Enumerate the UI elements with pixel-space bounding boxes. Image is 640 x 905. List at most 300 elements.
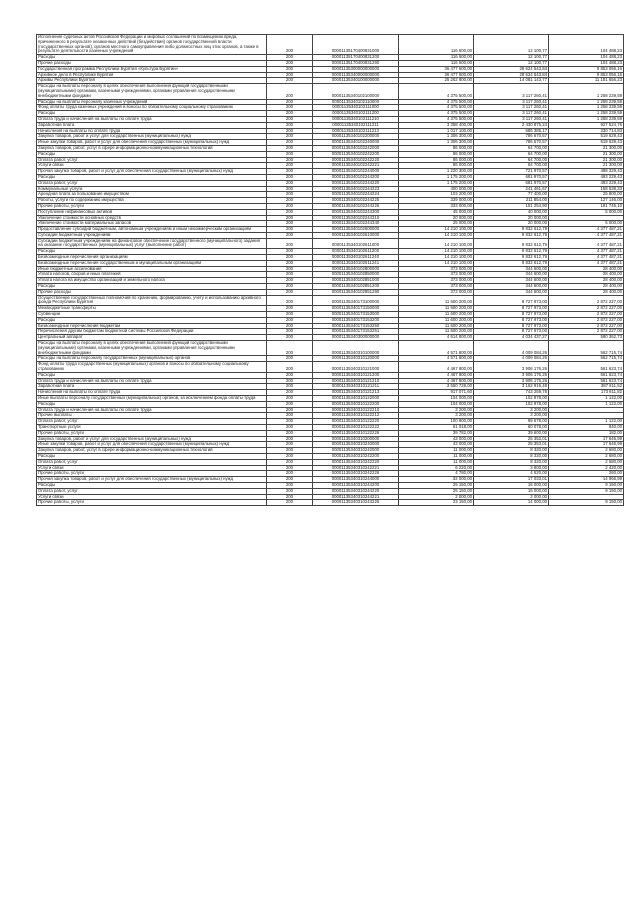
row-executed-cell: 3 906 176,26 [474,378,549,384]
row-name-cell: Центральный аппарат [37,335,267,341]
row-kbk-cell: 00001135340310122210 [313,407,399,413]
row-approved-cell: 11 600 200,00 [399,306,474,312]
row-kbk-cell: 00001135340102242000 [313,145,399,151]
row-approved-cell: 3 550 728,00 [399,384,474,390]
row-kbk-cell: 00001135340102600000 [313,227,399,233]
row-remaining-cell: 14 966,99 [549,477,624,483]
row-approved-cell: 103 200,00 [399,192,474,198]
row-remaining-cell: 1 258 239,59 [549,111,624,117]
row-remaining-cell: 1 258 239,59 [549,84,624,99]
row-remaining-cell: 173 811,82 [549,390,624,396]
row-remaining-cell: 1 258 239,59 [549,105,624,111]
row-kbk-cell: 00001135340310242226 [313,471,399,477]
row-name-cell: Расходы на выплаты персоналу в целях обеспечения выполнения функций государственными (муниципальными) органами, казенными учреждениями, органами управления государственными внебюджетными фондами [37,341,267,356]
row-name-cell: Закупка товаров, работ и услуг для государственных (муниципальных) нужд [37,134,267,140]
row-code-cell: 200 [267,66,313,72]
table-row [37,84,624,99]
row-name-cell: Межбюджетные трансферты [37,306,267,312]
row-approved-cell: 373 000,00 [399,278,474,284]
row-kbk-cell: 00001135340102244310 [313,215,399,221]
row-kbk-cell: 00001135340310100000 [313,341,399,356]
row-kbk-cell: 00001135170400831200 [313,55,399,61]
row-approved-cell: 1 306 300,00 [399,134,474,140]
row-approved-cell: 100 800,00 [399,419,474,425]
row-name-cell: Оплата труда и начисления на выплаты по оплате труда [37,378,267,384]
row-code-cell: 200 [267,105,313,111]
row-remaining-cell: 9 853 056,16 [549,66,624,72]
row-code-cell: 200 [267,419,313,425]
row-code-cell: 200 [267,255,313,261]
row-remaining-cell: 2 872 227,00 [549,295,624,306]
row-name-cell: Расходы [37,111,267,117]
row-kbk-cell: 00001135340300000000 [313,335,399,341]
row-code-cell: 200 [267,35,313,55]
row-kbk-cell: 00001135340173153200 [313,317,399,323]
row-name-cell: Расходы [37,284,267,290]
row-executed-cell: 8 727 973,00 [474,329,549,335]
row-name-cell: Фонд оплаты труда государственных (муниципальных) органов и взносы по обязательному социальному страхованию [37,362,267,373]
row-kbk-cell: 00001135340310122212 [313,413,399,419]
row-name-cell: Безвозмездные перечисления организациям [37,255,267,261]
row-code-cell: 200 [267,174,313,180]
row-executed-cell: 9 832 612,79 [474,227,549,233]
row-code-cell: 200 [267,442,313,448]
row-executed-cell: 344 600,00 [474,266,549,272]
row-name-cell: Услуги связи [37,163,267,169]
row-name-cell: Закупка товаров, работ и услуг для государственных (муниципальных) нужд [37,436,267,442]
row-code-cell: 200 [267,306,313,312]
row-code-cell: 200 [267,203,313,209]
row-kbk-cell: 00001135340310121210 [313,378,399,384]
row-approved-cell: 43 000,00 [399,442,474,448]
row-name-cell: Закупка товаров, работ, услуг в сфере информационно-коммуникационных технологий [37,145,267,151]
row-remaining-cell: 498 329,43 [549,169,624,175]
row-kbk-cell: 00001135340102242200 [313,151,399,157]
row-kbk-cell: 00001135340102111200 [313,111,399,117]
row-name-cell: Оплата работ, услуг [37,157,267,163]
row-remaining-cell: 493 229,43 [549,174,624,180]
row-remaining-cell: 17 646,99 [549,442,624,448]
row-kbk-cell: 00001135340102242221 [313,163,399,169]
row-approved-cell: 25 262 800,00 [399,78,474,84]
row-name-cell: Прочие работы, услуги [37,430,267,436]
row-kbk-cell: 00001135340173153251 [313,329,399,335]
row-name-cell: Расходы [37,151,267,157]
row-name-cell: Уплата налогов, сборов и иных платежей [37,272,267,278]
row-remaining-cell: 2 680,00 [549,459,624,465]
row-executed-cell: 8 727 973,00 [474,306,549,312]
row-kbk-cell: 00001135340102611000 [313,238,399,249]
row-executed-cell: 20 000,00 [474,215,549,221]
table-row [37,362,624,373]
row-kbk-cell: 00001135340310121000 [313,362,399,373]
row-remaining-cell: 2 872 227,00 [549,329,624,335]
row-executed-cell: 102 878,00 [474,396,549,402]
row-kbk-cell: 00001135340102851000 [313,278,399,284]
row-code-cell: 200 [267,341,313,356]
row-code-cell: 200 [267,312,313,318]
row-remaining-cell: 28 400,00 [549,289,624,295]
row-approved-cell: 4 614 800,00 [399,335,474,341]
row-code-cell: 200 [267,249,313,255]
row-approved-cell: 23 150,00 [399,500,474,506]
row-name-cell: Прочая закупка товаров, работ и услуг для обеспечения государственных (муниципальных) нужд [37,477,267,483]
row-code-cell: 200 [267,84,313,99]
row-code-cell: 200 [267,60,313,66]
row-remaining-cell: 562 715,74 [549,356,624,362]
row-name-cell: Закупка товаров, работ, услуг в сфере информационно-коммуникационных технологий [37,448,267,454]
row-approved-cell: 11 600 200,00 [399,317,474,323]
row-remaining-cell: 9 150,00 [549,500,624,506]
row-name-cell: Прочие расходы [37,289,267,295]
row-kbk-cell: 00001135340102244226 [313,203,399,209]
row-remaining-cell: 5 000,00 [549,209,624,215]
table-row [37,341,624,356]
row-name-cell: Заработная плата [37,384,267,390]
row-code-cell: 200 [267,500,313,506]
row-name-cell: Прочая закупка товаров, работ и услуг для обеспечения государственных (муниципальных) нужд [37,169,267,175]
row-remaining-cell: 2 872 227,00 [549,312,624,318]
row-kbk-cell: 00001135340173150000 [313,306,399,312]
table-row [37,295,624,306]
row-remaining-cell: 5 000,00 [549,221,624,227]
row-kbk-cell: 00001135340173153250 [313,323,399,329]
row-executed-cell: 3 200,00 [474,407,549,413]
row-name-cell: Транспортные услуги [37,424,267,430]
row-remaining-cell: 158 538,33 [549,186,624,192]
row-executed-cell: 3 906 176,26 [474,362,549,373]
row-approved-cell: 400 000,00 [399,186,474,192]
row-approved-cell: 14 210 100,00 [399,227,474,233]
row-executed-cell: 8 727 973,00 [474,312,549,318]
row-name-cell: Иные выплаты персоналу государственных (муниципальных) органов, за исключением фонда оплаты труда [37,396,267,402]
row-code-cell: 200 [267,72,313,78]
row-remaining-cell: 9 150,00 [549,488,624,494]
row-kbk-cell: 00001135340102611241 [313,260,399,266]
row-executed-cell: 12 100,77 [474,60,549,66]
row-kbk-cell: 00001135340310244200 [313,482,399,488]
row-kbk-cell: 00001135340310242221 [313,465,399,471]
row-code-cell: 200 [267,227,313,233]
row-code-cell: 200 [267,238,313,249]
row-approved-cell: 373 000,00 [399,266,474,272]
row-kbk-cell: 00001135340102100000 [313,84,399,99]
row-name-cell: Прочие расходы [37,60,267,66]
row-code-cell: 200 [267,145,313,151]
row-approved-cell: 14 210 100,00 [399,232,474,238]
row-name-cell: Субвенции [37,312,267,318]
row-executed-cell: 8 727 973,00 [474,323,549,329]
row-executed-cell: 8 320,00 [474,453,549,459]
row-remaining-cell: 127 146,00 [549,198,624,204]
table-row [37,238,624,249]
row-code-cell: 200 [267,289,313,295]
row-kbk-cell: 00001135340102244300 [313,209,399,215]
row-name-cell: Начисления на выплаты по оплате труда [37,390,267,396]
row-kbk-cell: 00001135340102611200 [313,249,399,255]
row-executed-cell: 4 009 084,26 [474,341,549,356]
row-approved-cell: 4 467 800,00 [399,372,474,378]
row-approved-cell: 104 000,00 [399,396,474,402]
row-executed-cell: 12 100,77 [474,55,549,61]
row-code-cell: 200 [267,221,313,227]
row-kbk-cell: 00001135340102851290 [313,289,399,295]
row-kbk-cell: 00001135340000000000 [313,72,399,78]
row-approved-cell: 1 306 300,00 [399,140,474,146]
row-executed-cell: 4 034 437,27 [474,335,549,341]
row-code-cell: 200 [267,116,313,122]
row-remaining-cell: 562 715,74 [549,341,624,356]
row-kbk-cell: 00001135340310242220 [313,459,399,465]
row-code-cell: 200 [267,157,313,163]
row-code-cell: 200 [267,335,313,341]
row-name-cell: Прочие работы, услуги [37,500,267,506]
row-executed-cell: 39 600,00 [474,430,549,436]
row-remaining-cell: 21 300,00 [549,163,624,169]
row-remaining-cell: 28 400,00 [549,272,624,278]
row-approved-cell: 11 600 200,00 [399,323,474,329]
row-name-cell: Расходы [37,482,267,488]
row-kbk-cell: 00001135340102244200 [313,174,399,180]
row-kbk-cell: 00001135340102851200 [313,284,399,290]
row-executed-cell: 3 800,00 [474,465,549,471]
row-code-cell: 200 [267,317,313,323]
row-approved-cell: 11 600 200,00 [399,312,474,318]
row-approved-cell: 4 467 800,00 [399,362,474,373]
row-name-cell: Оплата работ, услуг [37,419,267,425]
row-kbk-cell: 00001135340102244340 [313,221,399,227]
row-approved-cell: 6 220,00 [399,465,474,471]
row-approved-cell: 25 150,00 [399,482,474,488]
row-remaining-cell: 2 872 227,00 [549,323,624,329]
row-executed-cell: 77 400,00 [474,192,549,198]
row-executed-cell: 16 000,00 [474,488,549,494]
row-code-cell: 200 [267,209,313,215]
row-approved-cell: 373 000,00 [399,289,474,295]
row-remaining-cell: 2 420,00 [549,465,624,471]
table-row [37,35,624,55]
row-remaining-cell: 4 377 487,21 [549,232,624,238]
row-kbk-cell: 00001135340102200000 [313,134,399,140]
row-name-cell: Иные закупки товаров, работ и услуг для обеспечения государственных (муниципальных) нужд [37,442,267,448]
row-remaining-cell: 387 811,52 [549,384,624,390]
row-remaining-cell: 25 800,00 [549,192,624,198]
row-remaining-cell: 260,00 [549,471,624,477]
row-code-cell: 200 [267,378,313,384]
row-kbk-cell: 00001135340102244225 [313,198,399,204]
row-approved-cell: 4 375 500,00 [399,105,474,111]
row-name-cell: Начисления на выплаты по оплате труда [37,128,267,134]
row-code-cell: 200 [267,111,313,117]
row-remaining-cell: 2 872 227,00 [549,317,624,323]
row-approved-cell: 11 600 200,00 [399,329,474,335]
row-code-cell: 200 [267,198,313,204]
row-name-cell: Уплата налога на имущество организаций и земельного налога [37,278,267,284]
row-kbk-cell: 00001135340310121213 [313,390,399,396]
row-approved-cell: 4 571 800,00 [399,341,474,356]
row-code-cell: 200 [267,401,313,407]
row-remaining-cell: 11 181 656,23 [549,78,624,84]
row-approved-cell: 86 000,00 [399,145,474,151]
row-remaining-cell: 561 623,74 [549,372,624,378]
row-approved-cell: 32 000,00 [399,477,474,483]
row-remaining-cell: 580 362,73 [549,335,624,341]
row-code-cell: 200 [267,232,313,238]
row-remaining-cell: 28 400,00 [549,278,624,284]
row-approved-cell: 39 782,00 [399,430,474,436]
row-executed-cell: 28 624 543,84 [474,72,549,78]
row-remaining-cell: 182,00 [549,430,624,436]
row-approved-cell: 4 467 800,00 [399,378,474,384]
row-name-cell: Расходы [37,401,267,407]
row-name-cell: Прочие работы, услуги [37,203,267,209]
row-approved-cell: 4 375 500,00 [399,84,474,99]
row-kbk-cell: 00001135340310121200 [313,372,399,378]
row-executed-cell: 3 200,00 [474,413,549,419]
row-code-cell: 200 [267,192,313,198]
row-approved-cell: 373 000,00 [399,284,474,290]
row-code-cell: 200 [267,488,313,494]
row-code-cell: 200 [267,99,313,105]
row-executed-cell: 3 162 916,48 [474,384,549,390]
row-executed-cell: 3 117 260,41 [474,116,549,122]
row-kbk-cell: 00001135340100000000 [313,78,399,84]
row-executed-cell: 681 970,57 [474,180,549,186]
row-approved-cell: 104 000,00 [399,401,474,407]
row-name-cell: Расходы на выплаты персоналу в целях обеспечения выполнения функций государственными (муниципальными) органами, казенными учреждениями, органами управления государственными внебюджетными фондами [37,84,267,99]
row-executed-cell: 241 461,67 [474,186,549,192]
row-approved-cell: 86 000,00 [399,151,474,157]
row-approved-cell: 11 000,00 [399,448,474,454]
row-approved-cell: 86 000,00 [399,163,474,169]
row-executed-cell: 17 033,01 [474,477,549,483]
row-name-cell: Услуги связи [37,494,267,500]
row-code-cell: 200 [267,430,313,436]
row-kbk-cell: 00001135340102610000 [313,232,399,238]
row-executed-cell: 151 254,90 [474,203,549,209]
row-kbk-cell: 00001135340102244224 [313,192,399,198]
row-name-cell: Перечисления другим бюджетам бюджетной системы Российской Федерации [37,329,267,335]
row-remaining-cell: 519 629,43 [549,134,624,140]
row-approved-cell: 14 210 100,00 [399,260,474,266]
row-kbk-cell: 00001135340310122222 [313,424,399,430]
row-code-cell: 200 [267,134,313,140]
row-code-cell: 200 [267,151,313,157]
row-executed-cell: 344 600,00 [474,289,549,295]
row-executed-cell: 14 081 143,77 [474,78,549,84]
row-executed-cell: 786 670,57 [474,134,549,140]
row-kbk-cell: 00001135340102611240 [313,255,399,261]
budget-report-page [36,34,622,506]
row-executed-cell: 3 117 260,41 [474,105,549,111]
row-kbk-cell: 00001135340173153000 [313,312,399,318]
row-executed-cell: 3 906 176,26 [474,372,549,378]
row-executed-cell: 8 727 973,00 [474,317,549,323]
row-executed-cell: 9 832 612,79 [474,255,549,261]
row-remaining-cell: 1 258 239,59 [549,99,624,105]
row-name-cell: Безвозмездные перечисления бюджетам [37,323,267,329]
row-code-cell: 200 [267,186,313,192]
row-code-cell: 200 [267,260,313,266]
row-name-cell: Субсидии бюджетным учреждениям на финансовое обеспечение государственного (муниципального) задания на оказание государственных (муниципальных) услуг (выполнение работ) [37,238,267,249]
row-approved-cell: 4 571 800,00 [399,356,474,362]
row-approved-cell: 4 780,00 [399,471,474,477]
row-approved-cell: 3 358 400,00 [399,122,474,128]
row-code-cell: 200 [267,390,313,396]
row-name-cell: Архивное дело в Республике Бурятия [37,72,267,78]
row-name-cell: Поступление нефинансовых активов [37,209,267,215]
row-kbk-cell: 00001135340310122220 [313,419,399,425]
row-code-cell: 200 [267,459,313,465]
row-kbk-cell: 00001135340310122226 [313,430,399,436]
row-executed-cell: 721 970,57 [474,169,549,175]
row-name-cell: Расходы [37,55,267,61]
row-approved-cell: 11 000,00 [399,459,474,465]
table-body [37,35,624,506]
row-remaining-cell: 330 714,83 [549,128,624,134]
row-code-cell: 200 [267,396,313,402]
row-remaining-cell: 104 488,23 [549,35,624,55]
row-remaining-cell: 17 646,99 [549,436,624,442]
row-remaining-cell: 2 680,00 [549,453,624,459]
row-approved-cell: 61 018,00 [399,424,474,430]
row-name-cell: Архивы Республики Бурятия [37,78,267,84]
row-kbk-cell: 00001135340310242000 [313,448,399,454]
row-kbk-cell: 00001135340102240000 [313,140,399,146]
row-code-cell: 200 [267,329,313,335]
row-approved-cell: 43 000,00 [399,436,474,442]
row-code-cell: 200 [267,453,313,459]
row-kbk-cell: 00001135340102111213 [313,128,399,134]
row-remaining-cell: 519 629,43 [549,140,624,146]
row-code-cell: 200 [267,55,313,61]
row-executed-cell: 4 520,00 [474,471,549,477]
row-name-cell: Иные закупки товаров, работ и услуг для обеспечения государственных (муниципальных) нужд [37,140,267,146]
row-code-cell: 200 [267,122,313,128]
row-approved-cell: 1 175 200,00 [399,180,474,186]
row-name-cell: Оплата работ, услуг [37,180,267,186]
row-name-cell: Оплата работ, услуг [37,488,267,494]
row-code-cell: 200 [267,272,313,278]
row-executed-cell: 64 700,00 [474,163,549,169]
row-name-cell: Оплата труда и начисления на выплаты по оплате труда [37,116,267,122]
row-executed-cell: 60 078,00 [474,424,549,430]
row-approved-cell: 3 200,00 [399,413,474,419]
row-code-cell: 200 [267,436,313,442]
row-executed-cell: 8 727 973,00 [474,295,549,306]
row-approved-cell: 4 375 500,00 [399,99,474,105]
row-approved-cell: 11 000,00 [399,453,474,459]
row-kbk-cell: 00001135170400831000 [313,35,399,55]
row-approved-cell: 14 210 100,00 [399,255,474,261]
row-executed-cell: 28 624 543,84 [474,66,549,72]
row-name-cell: Предоставление субсидий бюджетным, автономным учреждениям и иным некоммерческим организациям [37,227,267,233]
row-name-cell: Прочие выплаты [37,413,267,419]
row-kbk-cell: 00001135340310121211 [313,384,399,390]
row-remaining-cell: 9 853 056,16 [549,72,624,78]
row-code-cell: 200 [267,266,313,272]
row-name-cell: Расходы [37,453,267,459]
row-executed-cell: 344 600,00 [474,284,549,290]
row-name-cell: Исполнение судебных актов Российской Федерации и мировых соглашений по возмещению вреда, причиненного в результате незаконных действий (бездействия) органов государственной власти (государственных органов), органов местного самоуправления либо должностных лиц этих органов, а также в результате деятельности казенных учреждений [37,35,267,55]
row-approved-cell: 11 600 200,00 [399,295,474,306]
row-code-cell: 200 [267,323,313,329]
row-remaining-cell: 561 623,74 [549,378,624,384]
row-approved-cell: 116 600,00 [399,55,474,61]
row-executed-cell: 3 117 260,41 [474,84,549,99]
row-code-cell: 200 [267,140,313,146]
row-executed-cell: 40 000,00 [474,209,549,215]
